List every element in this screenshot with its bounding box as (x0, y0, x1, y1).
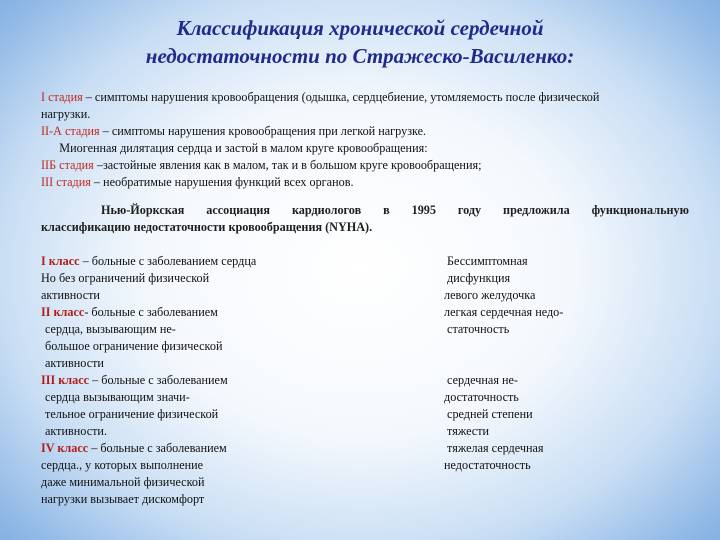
nyha-note (41, 202, 689, 236)
class-text: даже минимальной физической (41, 475, 205, 489)
stage-line (41, 123, 691, 140)
class-text: – больные с заболеванием сердца (79, 254, 257, 268)
stage-text: – необратимые нарушения функций всех органов. (90, 175, 354, 189)
class-line (41, 372, 371, 389)
slide-title (0, 14, 720, 70)
stage-text: Миогенная дилятация сердца и застой в малом круге кровообращения: (41, 141, 428, 155)
nyha-word: году (457, 203, 482, 217)
class-function-line: Бессимптомная (444, 254, 528, 268)
class-text: нагрузки вызывает дискомфорт (41, 492, 205, 506)
class-text: – больные с заболеванием (89, 373, 228, 387)
class-text: тельное ограничение физической (45, 407, 219, 421)
class-function-line: тяжести (444, 424, 490, 438)
class-text: Но без ограничений физической (41, 271, 210, 285)
class-line (41, 389, 371, 406)
stage-line (41, 157, 691, 174)
stage-text: – симптомы нарушения кровообращения (одышка, сердцебиение, утомляемость после физической (82, 90, 600, 104)
stage-line (41, 174, 691, 191)
nyha-word: ассоциация (206, 203, 271, 217)
class-text: большое ограничение физической (45, 339, 223, 353)
class-line (41, 304, 371, 321)
class-text: сердца, вызывающим не- (45, 322, 176, 336)
class-line (41, 474, 371, 491)
stages-list (41, 89, 691, 191)
class-line (41, 491, 371, 508)
nyha-word: предложила (503, 203, 570, 217)
class-text: - больные с заболеванием (84, 305, 218, 319)
class-function-line: достаточность (444, 390, 519, 404)
class-function-line: недостаточность (444, 458, 531, 472)
class-text: сердца., у которых выполнение (41, 458, 204, 472)
nyha-word: функциональную (591, 203, 689, 217)
stage-label: I стадия (41, 90, 83, 104)
class-line (41, 253, 371, 270)
class-text: сердца вызывающим значи- (45, 390, 190, 404)
stage-label: III стадия (41, 175, 91, 189)
class-function-line: тяжелая сердечная (444, 441, 544, 455)
class-function-line: дисфункция (444, 271, 511, 285)
class-function-line: средней степени (444, 407, 533, 421)
nyha-classes-left (41, 253, 371, 508)
nyha-note-line-2: классификацию недостаточности кровообращения (NYHA). (41, 220, 373, 234)
title-line-2: недостаточности по Стражеско-Василенко: (145, 44, 575, 68)
class-label: I класс (41, 254, 80, 268)
class-line (41, 355, 371, 372)
stage-line (41, 89, 691, 106)
class-text: активности. (45, 424, 107, 438)
class-label: II класс (41, 305, 85, 319)
class-line (41, 440, 371, 457)
class-function-line: легкая сердечная недо- (444, 305, 564, 319)
class-line (41, 423, 371, 440)
class-text: активности (45, 356, 104, 370)
stage-label: IIБ стадия (41, 158, 94, 172)
class-line (41, 457, 371, 474)
nyha-word: в (383, 203, 390, 217)
class-line (41, 287, 371, 304)
class-function-line: статочность (444, 322, 510, 336)
title-line-1: Классификация хронической сердечной (176, 16, 544, 40)
class-line (41, 338, 371, 355)
class-text: активности (41, 288, 100, 302)
class-label: III класс (41, 373, 90, 387)
class-text: – больные с заболеванием (88, 441, 227, 455)
class-line (41, 321, 371, 338)
stage-line (41, 106, 691, 123)
nyha-word: Нью-Йоркская (101, 203, 185, 217)
stage-text: нагрузки. (41, 107, 91, 121)
nyha-word: кардиологов (291, 203, 362, 217)
stage-text: – симптомы нарушения кровообращения при легкой нагрузке. (99, 124, 427, 138)
stage-label: II-А стадия (41, 124, 100, 138)
class-label: IV класс (41, 441, 89, 455)
class-line (41, 406, 371, 423)
class-function-line: сердечная не- (444, 373, 518, 387)
nyha-note-line-1 (41, 202, 689, 219)
stage-text: –застойные явления как в малом, так и в большом круге кровообращения; (93, 158, 482, 172)
class-line (41, 270, 371, 287)
stage-line (41, 140, 691, 157)
nyha-word: 1995 (411, 203, 436, 217)
class-function-line: левого желудочка (444, 288, 536, 302)
